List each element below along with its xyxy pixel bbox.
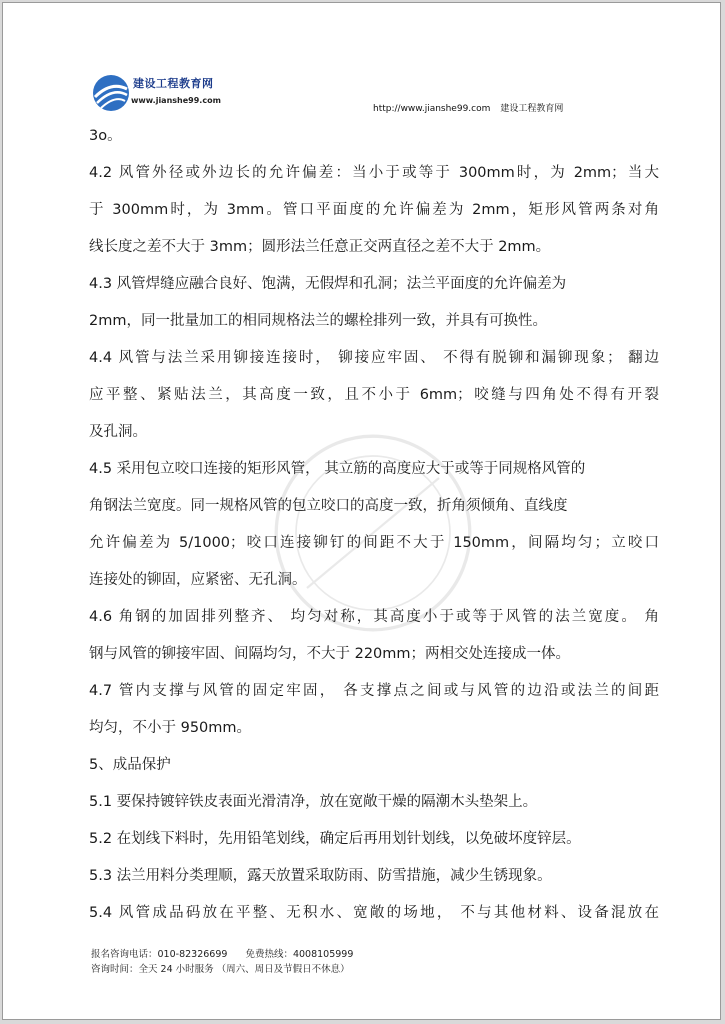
text-line: 5.3 法兰用料分类理顺，露天放置采取防雨、防雪措施，减少生锈现象。	[89, 868, 552, 884]
text-line: 5.2 在划线下料时，先用铅笔划线，确定后再用划针划线，以免破坏度锌层。	[89, 831, 581, 847]
text-line: 5.1 要保持镀锌铁皮表面光滑清净，放在宽敞干燥的隔潮木头垫架上。	[89, 794, 538, 810]
text-line: 角钢法兰宽度。同一规格风管的包立咬口的高度一致，折角须倾角、直线度	[89, 498, 568, 514]
document-body	[89, 121, 659, 935]
hotline-label: 免费热线：	[245, 949, 293, 960]
section-heading: 5、成品保护	[89, 757, 171, 773]
text-line: 4.7 管内支撑与风管的固定牢固， 各支撑点之间或与风管的边沿或法兰的间距	[89, 683, 659, 699]
text-line: 于 300mm时，为 3mm。管口平面度的允许偏差为 2mm，矩形风管两条对角	[89, 202, 659, 218]
text-line: 允许偏差为 5/1000；咬口连接铆钉的间距不大于 150mm，间隔均匀；立咬口	[89, 535, 659, 551]
text-line: 4.4 风管与法兰采用铆接连接时， 铆接应牢固、 不得有脱铆和漏铆现象； 翻边	[89, 350, 659, 366]
text-line: 及孔洞。	[89, 424, 147, 440]
text-line: 应平整、紧贴法兰，其高度一致，且不小于 6mm；咬缝与四角处不得有开裂	[89, 387, 659, 403]
text-line: 连接处的铆固，应紧密、无孔洞。	[89, 572, 307, 588]
hours-label: 咨询时间：	[91, 964, 139, 975]
logo-url: www.jianshe99.com	[131, 96, 221, 105]
text-line: 4.5 采用包立咬口连接的矩形风管， 其立筋的高度应大于或等于同规格风管的	[89, 461, 586, 477]
header-url[interactable]: http://www.jianshe99.com	[373, 104, 491, 114]
footer-contact	[91, 947, 353, 977]
consult-phone-label: 报名咨询电话：	[91, 949, 158, 960]
logo-globe-icon	[91, 73, 131, 113]
document-page	[2, 2, 721, 1020]
hotline: 4008105999	[292, 949, 354, 960]
footer-line-phone	[91, 947, 353, 962]
consult-phone: 010-82326699	[157, 949, 228, 960]
text-line: 4.6 角钢的加固排列整齐、 均匀对称，其高度小于或等于风管的法兰宽度。 角	[89, 609, 659, 625]
text-line: 线长度之差不大于 3mm；圆形法兰任意正交两直径之差不大于 2mm。	[89, 239, 551, 255]
header-site-info	[373, 101, 563, 114]
text-line: 2mm，同一批量加工的相同规格法兰的螺栓排列一致，并具有可换性。	[89, 313, 547, 329]
text-line: 4.3 风管焊缝应融合良好、饱满，无假焊和孔洞；法兰平面度的允许偏差为	[89, 276, 567, 292]
text-line: 4.2 风管外径或外边长的允许偏差：当小于或等于 300mm时，为 2mm；当大	[89, 165, 659, 181]
text-line: 均匀，不小于 950mm。	[89, 720, 252, 736]
hours: 全天 24 小时服务 （周六、周日及节假日不休息）	[138, 964, 350, 975]
footer-line-hours	[91, 962, 353, 977]
text-line: 5.4 风管成品码放在平整、无积水、宽敞的场地， 不与其他材料、设备混放在	[89, 905, 659, 921]
site-logo[interactable]	[91, 73, 219, 113]
text-line: 钢与风管的铆接牢固、间隔均匀，不大于 220mm；两相交处连接成一体。	[89, 646, 571, 662]
header-site-name: 建设工程教育网	[500, 104, 564, 114]
logo-text: 建设工程教育网	[133, 77, 214, 90]
text-line: 3o。	[89, 128, 122, 144]
